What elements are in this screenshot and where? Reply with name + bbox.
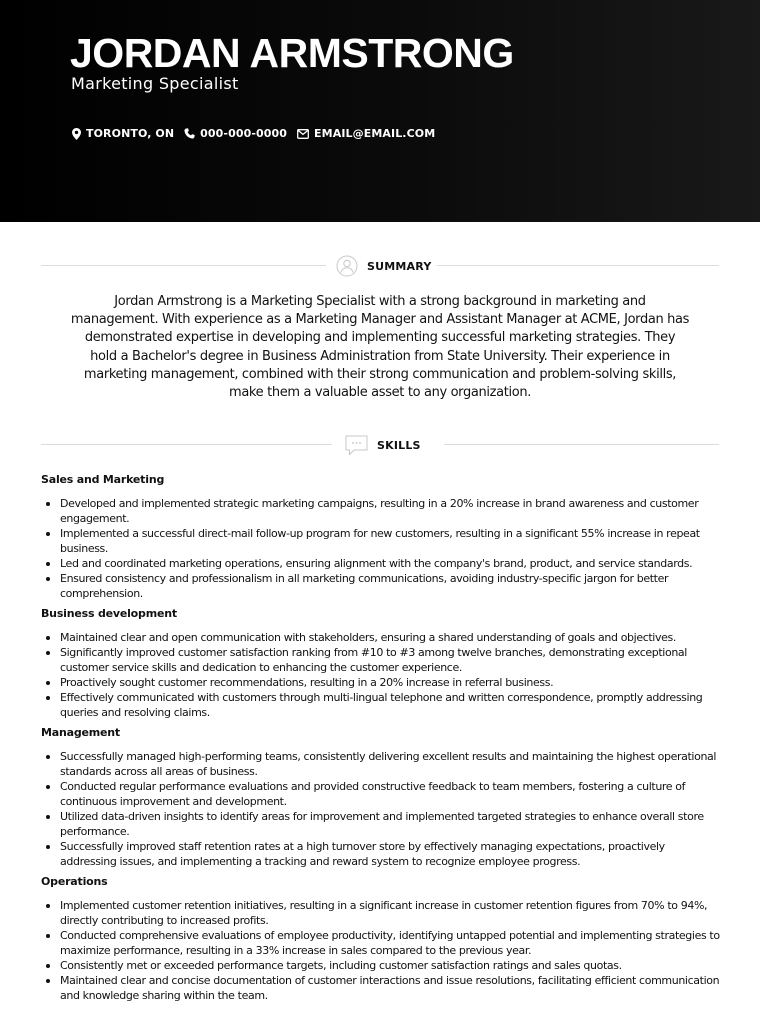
- summary-text: Jordan Armstrong is a Marketing Specialist with a strong background in marketing and management. With experience as a Marketing Manager and Assistant Manager at ACME, Jordan has demonstrated expertise in developing and implementing successful marketing strategies. They hold a Bachelor's degree in Business Administration from State University. Their experience in marketing management, combined with their strong communication and problem-solving skills, make them a valuable asset to any organization.: [70, 294, 690, 401]
- location-pin-icon: [72, 128, 81, 140]
- person-icon: [336, 255, 358, 277]
- skill-group-business-development: [41, 607, 721, 720]
- list-item: Successfully improved staff retention rates at a high turnover store by effectively managing expectations, proactively addressing issues, and implementing a tracking and reward system to recognize employee progress.: [41, 839, 721, 869]
- divider: [437, 265, 719, 266]
- skill-group-title: Operations: [41, 875, 108, 888]
- skill-group-operations: [41, 875, 721, 1003]
- speech-bubble-icon: [345, 435, 368, 456]
- skill-group-title: Business development: [41, 607, 177, 620]
- list-item: Effectively communicated with customers through multi-lingual telephone and written correspondence, promptly addressing queries and resolving claims.: [41, 690, 721, 720]
- contact-phone: [184, 127, 287, 140]
- skill-group-management: [41, 726, 721, 869]
- skills-heading: [41, 433, 719, 457]
- list-item: Maintained clear and open communication with stakeholders, ensuring a shared understanding of goals and objectives.: [41, 630, 721, 645]
- list-item: Successfully managed high-performing teams, consistently delivering excellent results and maintaining the highest operational standards across all areas of business.: [41, 749, 721, 779]
- list-item: Maintained clear and concise documentation of customer interactions and issue resolutions, facilitating efficient communication and knowledge sharing within the team.: [41, 973, 721, 1003]
- skill-group-title: Sales and Marketing: [41, 473, 165, 486]
- candidate-name: JORDAN ARMSTRONG: [70, 30, 514, 76]
- list-item: Implemented customer retention initiatives, resulting in a significant increase in customer retention figures from 70% to 94%, directly contributing to increased profits.: [41, 898, 721, 928]
- summary-heading: [41, 254, 719, 278]
- email-link[interactable]: EMAIL@EMAIL.COM: [314, 127, 436, 140]
- list-item: Developed and implemented strategic marketing campaigns, resulting in a 20% increase in brand awareness and customer engagement.: [41, 496, 721, 526]
- skills-list: [41, 473, 721, 1009]
- envelope-icon: [297, 129, 309, 139]
- list-item: Ensured consistency and professionalism in all marketing communications, avoiding industry-specific jargon for better comprehension.: [41, 571, 721, 601]
- skill-group-sales-marketing: [41, 473, 721, 601]
- list-item: Proactively sought customer recommendations, resulting in a 20% increase in referral business.: [41, 675, 721, 690]
- list-item: Utilized data-driven insights to identify areas for improvement and implemented targeted strategies to enhance overall store performance.: [41, 809, 721, 839]
- phone-icon: [184, 128, 195, 139]
- contact-location: [72, 127, 174, 140]
- resume-header: [0, 0, 760, 222]
- list-item: Led and coordinated marketing operations, ensuring alignment with the company's brand, product, and service standards.: [41, 556, 721, 571]
- skill-group-title: Management: [41, 726, 120, 739]
- divider: [41, 265, 326, 266]
- phone-text: 000-000-0000: [200, 127, 288, 140]
- section-title: SUMMARY: [367, 259, 432, 273]
- list-item: Significantly improved customer satisfaction ranking from #10 to #3 among twelve branches, demonstrating exceptional customer service skills and dedication to enhancing the customer experience.: [41, 645, 721, 675]
- job-title: Marketing Specialist: [71, 74, 239, 93]
- list-item: Implemented a successful direct-mail follow-up program for new customers, resulting in a significant 55% increase in repeat business.: [41, 526, 721, 556]
- location-text: TORONTO, ON: [86, 127, 175, 140]
- divider: [444, 444, 719, 445]
- list-item: Consistently met or exceeded performance targets, including customer satisfaction ratings and sales quotas.: [41, 958, 721, 973]
- contact-bar: [72, 127, 445, 140]
- list-item: Conducted comprehensive evaluations of employee productivity, identifying untapped potential and implementing strategies to maximize performance, resulting in a 33% increase in sales compared to the previous year.: [41, 928, 721, 958]
- contact-email[interactable]: [297, 127, 435, 140]
- list-item: Conducted regular performance evaluations and provided constructive feedback to team members, fostering a culture of continuous improvement and development.: [41, 779, 721, 809]
- section-title: SKILLS: [377, 438, 421, 452]
- divider: [41, 444, 332, 445]
